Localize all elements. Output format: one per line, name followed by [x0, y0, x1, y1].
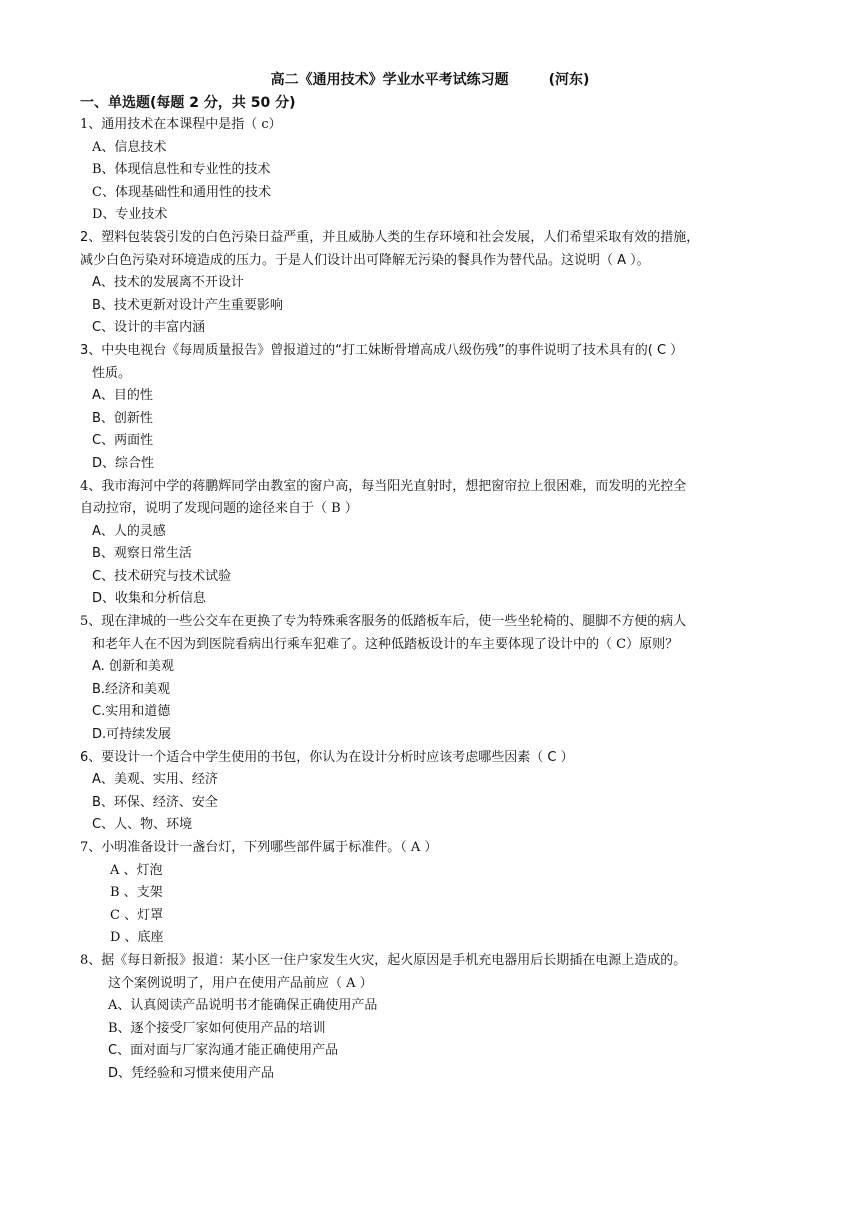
- question-stem: 4、我市海河中学的蒋鹏辉同学由教室的窗户高，每当阳光直射时，想把窗帘拉上很困难，而发明的光控全: [80, 478, 687, 494]
- option: B、体现信息性和专业性的技术: [92, 162, 271, 178]
- option: B 、支架: [110, 885, 163, 901]
- question-stem: 3、中央电视台《每周质量报告》曾报道过的“打工妹断骨增高成八级伤残”的事件说明了技术具有的( C ）: [80, 342, 684, 358]
- question-7: [80, 837, 780, 950]
- option: C、人、物、环境: [92, 817, 193, 833]
- option: A、人的灵感: [92, 523, 166, 539]
- document-title: [0, 69, 860, 91]
- question-stem-line: 自动拉帘，说明了发现问题的途径来自于（ B ）: [80, 501, 358, 517]
- option: D.可持续发展: [92, 727, 172, 743]
- option: C、技术研究与技术试验: [92, 568, 232, 584]
- question-stem-line: 性质。: [92, 365, 132, 381]
- question-3: [80, 340, 780, 476]
- option: C.实用和道德: [92, 704, 171, 720]
- option: D、专业技术: [92, 207, 168, 223]
- question-stem: 2、塑料包装袋引发的白色污染日益严重，并且威胁人类的生存环境和社会发展，人们希望采取有效的措施，: [80, 229, 700, 245]
- question-stem: 7、小明准备设计一盏台灯，下列哪些部件属于标准件。（ A ）: [80, 840, 438, 855]
- question-stem: 6、要设计一个适合中学生使用的书包，你认为在设计分析时应该考虑哪些因素（ C ）: [80, 749, 574, 765]
- question-6: [80, 747, 780, 837]
- option: D 、底座: [110, 930, 164, 946]
- question-8: [80, 950, 780, 1086]
- question-stem-line: 和老年人在不因为到医院看病出行乘车犯难了。这种低踏板设计的车主要体现了设计中的（ C）原则？: [92, 636, 679, 652]
- option: C 、灯罩: [110, 907, 164, 923]
- question-4: [80, 476, 780, 612]
- option: D、收集和分析信息: [92, 591, 207, 607]
- option: B、观察日常生活: [92, 546, 192, 562]
- option: A、信息技术: [92, 139, 167, 155]
- question-stem: 5、现在津城的一些公交车在更换了专为特殊乘客服务的低踏板车后，使一些坐轮椅的、腿脚不方便的病人: [80, 614, 687, 630]
- option: B.经济和美观: [92, 681, 171, 697]
- section-heading: 一、单选题(每题 2 分，共 50 分): [80, 95, 296, 111]
- question-1: [80, 114, 780, 227]
- option: C、面对面与厂家沟通才能正确使用产品: [108, 1043, 339, 1059]
- question-stem: 1、通用技术在本课程中是指（ c）: [80, 117, 282, 132]
- option: D、凭经验和习惯来使用产品: [108, 1065, 275, 1081]
- option: A、美观、实用、经济: [92, 772, 218, 788]
- option: B、技术更新对设计产生重要影响: [92, 297, 283, 313]
- option: C、两面性: [92, 433, 154, 449]
- option: D、综合性: [92, 455, 155, 471]
- option: C、设计的丰富内涵: [92, 320, 206, 336]
- title-main: 高二《通用技术》学业水平考试练习题: [270, 72, 509, 88]
- option: C、体现基础性和通用性的技术: [92, 184, 271, 200]
- option: A、认真阅读产品说明书才能确保正确使用产品: [108, 998, 378, 1014]
- option: A. 创新和美观: [92, 659, 174, 675]
- question-stem-line: 这个案例说明了，用户在使用产品前应（ A ）: [108, 975, 373, 991]
- option: A 、灯泡: [110, 862, 163, 878]
- question-list: [80, 114, 780, 1086]
- option: A、技术的发展离不开设计: [92, 275, 244, 291]
- option: B、环保、经济、安全: [92, 794, 218, 810]
- option: B、逐个接受厂家如何使用产品的培训: [108, 1020, 326, 1036]
- question-stem: 8、据《每日新报》报道：某小区一住户家发生火灾，起火原因是手机充电器用后长期插在电源上造成的。: [80, 952, 687, 968]
- option: B、创新性: [92, 410, 153, 426]
- title-suffix: (河东): [548, 72, 590, 88]
- question-5: [80, 611, 780, 747]
- question-stem-line: 减少白色污染对环境造成的压力。于是人们设计出可降解无污染的餐具作为替代品。这说明（ A ）。: [80, 252, 650, 268]
- option: A、目的性: [92, 388, 153, 404]
- question-2: [80, 227, 780, 340]
